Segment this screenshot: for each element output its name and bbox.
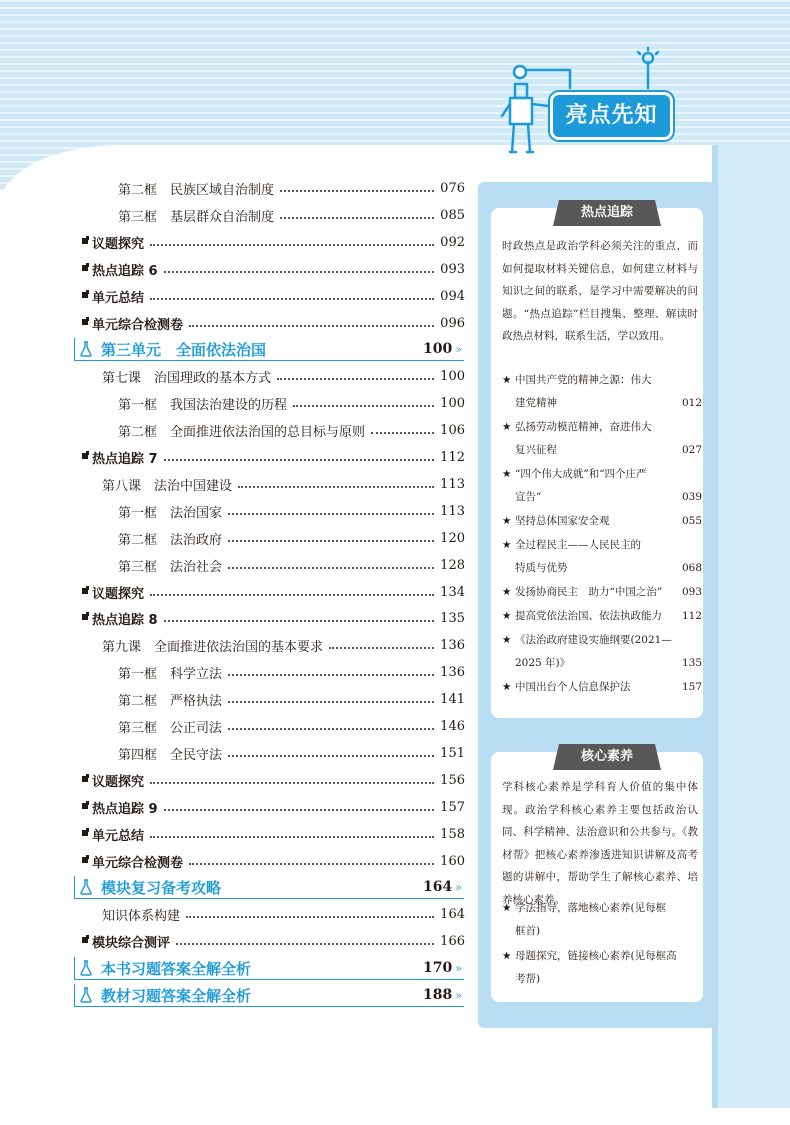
- toc-entry[interactable]: [80, 930, 465, 952]
- toc-page-number: 092: [440, 234, 465, 250]
- hot-item-text: 《法治政府建设实施纲要(2021— 2025 年)》: [515, 634, 672, 669]
- dot-leader: [164, 270, 435, 273]
- toc-page-number: 136: [440, 664, 465, 680]
- flask-icon: [77, 340, 95, 358]
- toc-entry-label: 议题探究: [92, 774, 145, 790]
- hot-topics-tag-label: 热点追踪: [559, 200, 655, 226]
- flask-icon: [77, 986, 95, 1004]
- toc-entry-label: 第二框 法治政府: [118, 532, 223, 548]
- toc-entry-label: 第三框 法治社会: [118, 559, 223, 575]
- dot-leader: [228, 566, 434, 569]
- hot-item-page: 055: [681, 515, 702, 527]
- dot-leader: [150, 593, 434, 596]
- toc-entry-label: 议题探究: [92, 236, 145, 252]
- toc-page-number: 113: [440, 476, 465, 492]
- toc-page-number: 166: [440, 933, 465, 949]
- toc-entry[interactable]: [80, 903, 465, 925]
- core-item-text: 母题探究，链接核心素养(见每框高 考帮): [515, 950, 677, 985]
- star-icon: ★: [502, 610, 512, 622]
- toc-entry[interactable]: [80, 796, 465, 818]
- toc-entry-label: 知识体系构建: [102, 908, 181, 924]
- hot-item-page: 012: [681, 397, 702, 409]
- toc-unit-title: 第三单元 全面依法治国: [101, 340, 267, 359]
- hot-item-text: 全过程民主——人民民主的 特质与优势: [515, 539, 641, 574]
- sidebar: [478, 182, 715, 1028]
- star-icon: ★: [502, 950, 512, 962]
- hot-item-page: 039: [681, 491, 702, 503]
- toc-page-number: 112: [440, 449, 465, 465]
- toc-page-number: 134: [440, 584, 465, 600]
- dot-leader: [228, 727, 434, 730]
- toc-page-number: 128: [440, 557, 465, 573]
- toc-entry-label: 热点追踪 7: [92, 451, 158, 467]
- toc-entry[interactable]: [80, 177, 465, 199]
- dot-leader: [186, 915, 434, 918]
- toc-entry[interactable]: [80, 258, 465, 280]
- toc-entry-label: 第四框 全民守法: [118, 747, 223, 763]
- toc-entry[interactable]: [80, 661, 465, 683]
- toc-page-number: 136: [440, 637, 465, 653]
- dot-leader: [176, 942, 434, 945]
- toc-unit-heading[interactable]: [74, 957, 464, 980]
- toc-entry-label: 议题探究: [92, 586, 145, 602]
- toc-page-number: 170: [423, 960, 453, 976]
- toc-entry-label: 模块综合测评: [92, 935, 171, 951]
- double-chevron-icon: »: [455, 988, 462, 1002]
- toc-entry-label: 热点追踪 6: [92, 263, 158, 279]
- dot-leader: [189, 324, 434, 327]
- toc-entry[interactable]: [80, 742, 465, 764]
- toc-unit-heading[interactable]: [74, 338, 464, 361]
- toc-page-number: 100: [440, 395, 465, 411]
- toc-entry-label: 第二框 全面推进依法治国的总目标与原则: [118, 424, 366, 440]
- toc-entry-label: 第三框 公正司法: [118, 720, 223, 736]
- toc-entry[interactable]: [80, 392, 465, 414]
- dot-leader: [164, 808, 435, 811]
- dot-leader: [189, 862, 434, 865]
- core-literacy-intro: 学科核心素养是学科育人价值的集中体现。政治学科核心素养主要包括政治认同、科学精神、法治意识和公共参与。《教材帮》把核心素养渗透进知识讲解及高考题的讲解中，帮助学生了解核心素养、培养核心素养。: [502, 781, 698, 906]
- toc-page-number: 135: [440, 610, 465, 626]
- star-icon: ★: [502, 374, 512, 386]
- toc-entry[interactable]: [80, 769, 465, 791]
- toc-page-number: 106: [440, 422, 465, 438]
- toc-entry-label: 单元综合检测卷: [92, 855, 184, 871]
- dot-leader: [164, 619, 435, 622]
- dot-leader: [329, 646, 434, 649]
- double-chevron-icon: »: [455, 961, 462, 975]
- hot-topics-intro: 时政热点是政治学科必须关注的重点，而如何提取材料关键信息，如何建立材料与知识之间的联系，是学习中需要解决的问题。“热点追踪”栏目搜集、整理、解读时政热点材料，联系生活，学以致用。: [502, 240, 698, 342]
- dot-leader: [164, 458, 435, 461]
- core-literacy-tag-label: 核心素养: [559, 744, 655, 770]
- dot-leader: [371, 431, 434, 434]
- toc-entry[interactable]: [80, 607, 465, 629]
- hot-item-text: 弘扬劳动模范精神，奋进伟大 复兴征程: [515, 421, 652, 456]
- toc-entry-label: 第九课 全面推进依法治国的基本要求: [102, 639, 324, 655]
- toc-page-number: 157: [440, 799, 465, 815]
- toc-page-number: 158: [440, 826, 465, 842]
- toc-page-number: 120: [440, 530, 465, 546]
- right-edge-strip: [708, 145, 790, 1108]
- dot-leader: [228, 539, 434, 542]
- hot-topics-panel: [491, 205, 703, 718]
- flask-icon: [77, 959, 95, 977]
- toc-entry[interactable]: [80, 446, 465, 468]
- toc-entry[interactable]: [80, 312, 465, 334]
- toc-page-number: 151: [440, 745, 465, 761]
- toc-entry[interactable]: [80, 527, 465, 549]
- section-title-badge: [553, 95, 670, 137]
- toc-entry-label: 第一框 法治国家: [118, 505, 223, 521]
- dot-leader: [150, 243, 434, 246]
- toc-page-number: 094: [440, 288, 465, 304]
- dot-leader: [228, 700, 434, 703]
- hot-item-page: 112: [681, 610, 702, 622]
- toc-entry[interactable]: [80, 634, 465, 656]
- core-item-text: 学法指导，落地核心素养(见每框 框首): [515, 902, 667, 937]
- toc-page-number: 100: [423, 341, 453, 357]
- star-icon: ★: [502, 681, 512, 693]
- toc-page-number: 100: [440, 368, 465, 384]
- toc-entry-label: 第一框 我国法治建设的历程: [118, 397, 288, 413]
- toc-page-number: 164: [423, 879, 453, 895]
- toc-page-number: 188: [423, 987, 453, 1003]
- toc-entry-label: 第二框 严格执法: [118, 693, 223, 709]
- star-icon: ★: [502, 421, 512, 433]
- hot-item-page: 157: [681, 681, 702, 693]
- toc-entry[interactable]: [80, 365, 465, 387]
- toc-page-number: 085: [440, 207, 465, 223]
- toc-page-number: 093: [440, 261, 465, 277]
- hot-item-page: 068: [681, 562, 702, 574]
- core-literacy-panel: [491, 749, 703, 1002]
- star-icon: ★: [502, 468, 512, 480]
- toc-page-number: 164: [440, 906, 465, 922]
- dot-leader: [150, 835, 434, 838]
- toc-page-number: 160: [440, 853, 465, 869]
- toc-page-number: 156: [440, 772, 465, 788]
- dot-leader: [277, 377, 434, 380]
- double-chevron-icon: »: [455, 880, 462, 894]
- toc-entry[interactable]: [80, 500, 465, 522]
- dot-leader: [293, 404, 434, 407]
- hot-item-text: 发扬协商民主 助力“中国之治”: [515, 586, 663, 598]
- hot-item-text: 中国出台个人信息保护法: [515, 681, 631, 693]
- toc-page-number: 146: [440, 718, 465, 734]
- hot-item-page: 135: [681, 657, 702, 669]
- dot-leader: [280, 216, 434, 219]
- toc-entry[interactable]: [80, 204, 465, 226]
- dot-leader: [150, 781, 434, 784]
- dot-leader: [228, 673, 434, 676]
- toc-entry-label: 热点追踪 9: [92, 801, 158, 817]
- dot-leader: [238, 485, 434, 488]
- toc-entry-label: 第一框 科学立法: [118, 666, 223, 682]
- double-chevron-icon: »: [455, 342, 462, 356]
- toc-entry[interactable]: [80, 823, 465, 845]
- toc-entry-label: 热点追踪 8: [92, 612, 158, 628]
- toc-entry[interactable]: [80, 850, 465, 872]
- hot-item-text: “四个伟大成就”和“四个庄严 宣告”: [515, 468, 647, 503]
- toc-entry[interactable]: [80, 285, 465, 307]
- hot-item-page: 027: [681, 444, 702, 456]
- toc-entry[interactable]: [80, 581, 465, 603]
- star-icon: ★: [502, 539, 512, 551]
- hot-item-page: 093: [681, 586, 702, 598]
- toc-unit-title: 模块复习备考攻略: [101, 878, 222, 897]
- toc-entry-label: 单元综合检测卷: [92, 317, 184, 333]
- dot-leader: [150, 297, 434, 300]
- toc-unit-title: 本书习题答案全解全析: [101, 959, 252, 978]
- toc-page-number: 141: [440, 691, 465, 707]
- toc-entry[interactable]: [80, 231, 465, 253]
- toc-unit-heading[interactable]: [74, 984, 464, 1007]
- toc-entry-label: 单元总结: [92, 290, 145, 306]
- star-icon: ★: [502, 515, 512, 527]
- toc-entry[interactable]: [80, 473, 465, 495]
- toc-page-number: 076: [440, 180, 465, 196]
- star-icon: ★: [502, 902, 512, 914]
- dot-leader: [280, 189, 434, 192]
- toc-entry[interactable]: [80, 715, 465, 737]
- toc-entry[interactable]: [80, 554, 465, 576]
- dot-leader: [228, 512, 434, 515]
- toc-entry-label: 单元总结: [92, 828, 145, 844]
- toc-entry-label: 第七课 治国理政的基本方式: [102, 370, 272, 386]
- toc-unit-heading[interactable]: [74, 876, 464, 899]
- hot-item-text: 提高党依法治国、依法执政能力: [515, 610, 662, 622]
- star-icon: ★: [502, 586, 512, 598]
- toc-entry[interactable]: [80, 419, 465, 441]
- section-title: 亮点先知: [565, 103, 658, 128]
- hot-item-text: 坚持总体国家安全观: [515, 515, 610, 527]
- toc-entry-label: 第二框 民族区域自治制度: [118, 182, 275, 198]
- toc-page-number: 096: [440, 315, 465, 331]
- hot-item-text: 中国共产党的精神之源：伟大 建党精神: [515, 374, 652, 409]
- flask-icon: [77, 878, 95, 896]
- dot-leader: [228, 754, 434, 757]
- core-literacy-tag: [553, 744, 661, 770]
- toc-entry-label: 第三框 基层群众自治制度: [118, 209, 275, 225]
- toc-entry[interactable]: [80, 688, 465, 710]
- hot-topics-tag: [553, 200, 661, 226]
- toc-entry-label: 第八课 法治中国建设: [102, 478, 233, 494]
- toc-page-number: 113: [440, 503, 465, 519]
- star-icon: ★: [502, 634, 512, 646]
- toc-unit-title: 教材习题答案全解全析: [101, 986, 252, 1005]
